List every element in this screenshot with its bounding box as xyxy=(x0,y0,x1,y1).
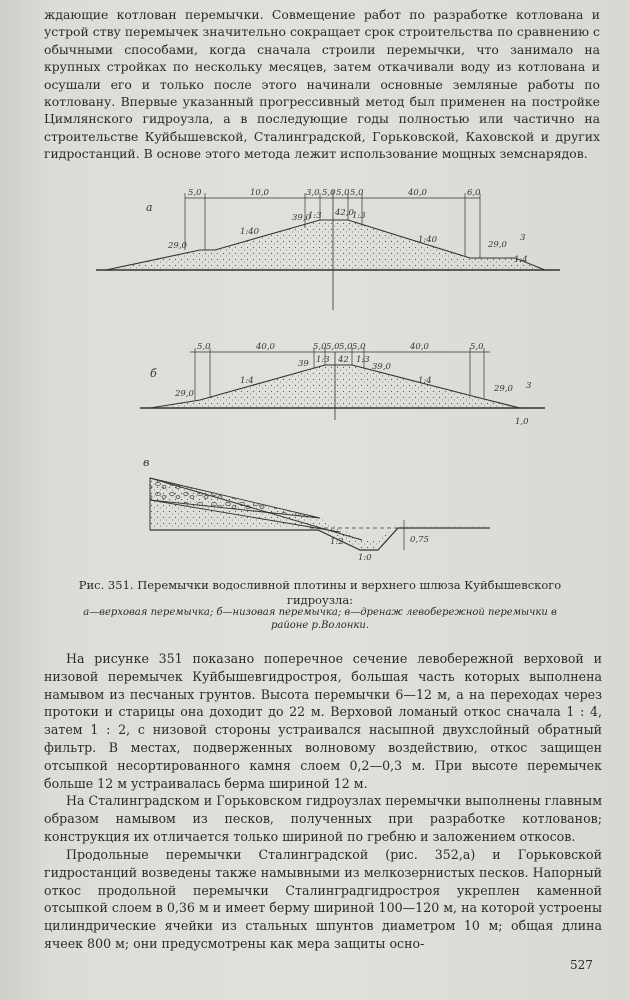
svg-text:29,0: 29,0 xyxy=(175,389,194,399)
svg-text:5,0: 5,0 xyxy=(350,188,364,198)
svg-text:29,0: 29,0 xyxy=(488,240,507,250)
top-paragraph: ждающие котлован перемычки. Совмещение работ по разработке котлована и устрой ству перемычек значительно сокращает срок строительства по сравнению с обычными способами, когда сначала строили перемычки, что занимало на крупных стройках по нескольку месяцев, затем откачивали воду из котлована и осушали его и только после этого начинали основные земляные работы по котловану. Впервые указанный прогрессивный метод был применен на постройке Цимлянского гидроузла, а в последующие годы полностью или частично на строительстве Куйбышевской, Сталинградской, Горьковской, Каховской и других гидростанций. В основе этого метода лежит использование мощных земснарядов. xyxy=(44,7,600,162)
svg-text:1:3: 1:3 xyxy=(308,211,322,221)
svg-text:1:0: 1:0 xyxy=(358,553,372,563)
svg-text:0,75: 0,75 xyxy=(410,535,429,545)
svg-text:5,0: 5,0 xyxy=(188,188,202,198)
label-a: а xyxy=(146,201,153,214)
svg-text:6,0: 6,0 xyxy=(467,188,481,198)
svg-text:1:3: 1:3 xyxy=(352,211,366,221)
svg-text:42: 42 xyxy=(338,355,349,365)
svg-text:29,0: 29,0 xyxy=(168,241,187,251)
paragraph-3: Продольные перемычки Сталинградской (рис. 352,а) и Горьковской гидростанций возведены также намывными из мелкозернистых песков. Напорный откос продольной перемычки Сталинградгидростроя укреплен каменной отсыпкой слоем в 0,36 м и имеет берму шириной 100—120 м, на которой устроены цилиндрические ячейки из стальных шпунтов диаметром 10 м; общая длина ячеек 800 м; они предусмотрены как мера защиты осно- xyxy=(44,847,602,951)
svg-text:40,0: 40,0 xyxy=(410,342,429,352)
svg-text:42,0: 42,0 xyxy=(335,208,354,218)
svg-text:1:4: 1:4 xyxy=(418,376,432,386)
svg-text:1:4: 1:4 xyxy=(240,376,254,386)
label-b: б xyxy=(150,367,157,380)
svg-text:5,0: 5,0 xyxy=(326,342,340,352)
svg-text:1:4: 1:4 xyxy=(514,255,528,265)
svg-text:1:3: 1:3 xyxy=(316,355,330,365)
svg-text:1:3: 1:3 xyxy=(356,355,370,365)
svg-text:1:2: 1:2 xyxy=(330,537,344,547)
svg-text:40,0: 40,0 xyxy=(256,342,275,352)
svg-text:5,0: 5,0 xyxy=(336,188,350,198)
svg-text:5,0: 5,0 xyxy=(339,342,353,352)
svg-text:3: 3 xyxy=(526,381,532,391)
section-v xyxy=(143,456,490,563)
svg-text:5,0: 5,0 xyxy=(470,342,484,352)
svg-text:5,0: 5,0 xyxy=(313,342,327,352)
svg-text:3,0: 3,0 xyxy=(306,188,320,198)
svg-text:5,0: 5,0 xyxy=(322,188,336,198)
svg-text:5,0: 5,0 xyxy=(352,342,366,352)
svg-text:1:40: 1:40 xyxy=(240,227,260,237)
section-b xyxy=(140,342,545,427)
svg-text:29,0: 29,0 xyxy=(494,384,513,394)
svg-text:40,0: 40,0 xyxy=(408,188,427,198)
paragraph-1: На рисунке 351 показано поперечное сечение левобережной верховой и низовой перемычек Куйбышевгидростроя, большая часть которых выполнена намывом из песчаных грунтов. Высота перемычки 6—12 м, а на переходах через протоки и старицы она доходит до 22 м. Верховой ломаный откос сначала 1 : 4, затем 1 : 2, с низовой стороны устраивался насыпной двухслойный обратный фильтр. В местах, подверженных волновому воздействию, откос защищен отсыпкой несортированного камня слоем 0,2—0,3 м. При высоте перемычек больше 12 м устраивалась берма шириной 12 м. xyxy=(44,651,602,791)
label-v: в xyxy=(143,456,150,469)
svg-text:1:40: 1:40 xyxy=(418,235,438,245)
svg-text:10,0: 10,0 xyxy=(250,188,269,198)
drain-profile xyxy=(150,528,490,550)
figure-caption: Рис. 351. Перемычки водосливной плотины и верхнего шлюза Куйбышевского гидроузла: xyxy=(78,578,562,607)
svg-text:1,0: 1,0 xyxy=(515,417,529,427)
svg-text:39: 39 xyxy=(298,359,309,369)
page-number: 527 xyxy=(570,958,593,972)
section-a xyxy=(96,188,560,310)
paragraph-2: На Сталинградском и Горьковском гидроузлах перемычки выполнены главным образом намывом из песков, полученных при разработке котлованов; конструкция их отличается только шириной по гребню и заложением откосов. xyxy=(44,793,602,844)
svg-text:3: 3 xyxy=(520,233,526,243)
figure-caption-legend: а—верховая перемычка; б—низовая перемычка; в—дренаж левобережной перемычки в районе р.Волонки. xyxy=(83,607,557,631)
svg-text:39,0: 39,0 xyxy=(292,213,311,223)
svg-text:5,0: 5,0 xyxy=(197,342,211,352)
svg-text:39,0: 39,0 xyxy=(372,362,391,372)
